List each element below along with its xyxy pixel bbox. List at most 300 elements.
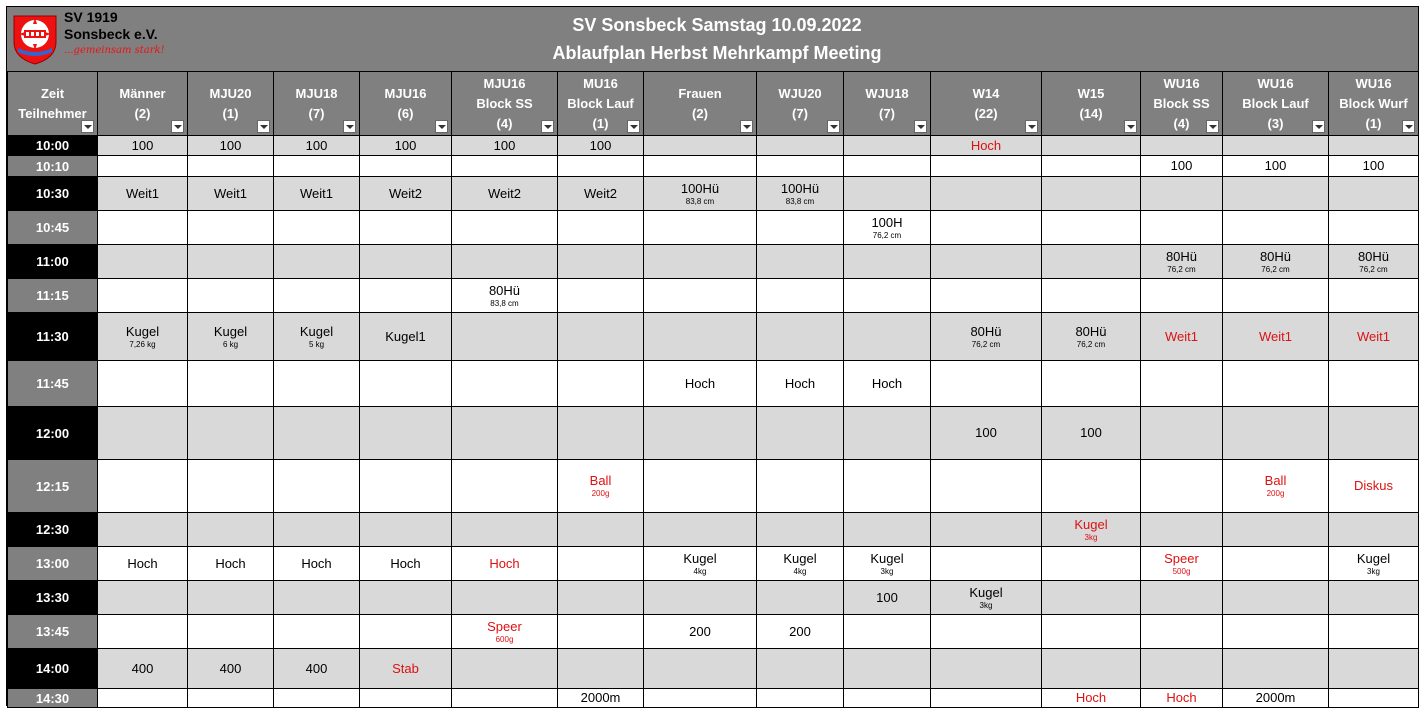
event-cell[interactable] xyxy=(452,547,558,581)
spreadsheet-sheet xyxy=(6,6,1419,706)
event-cell[interactable] xyxy=(931,136,1042,156)
event-cell[interactable] xyxy=(931,615,1042,649)
event-cell[interactable] xyxy=(188,689,274,708)
event-cell[interactable] xyxy=(931,581,1042,615)
event-cell[interactable] xyxy=(360,211,452,245)
event-cell[interactable] xyxy=(844,245,931,279)
column-header xyxy=(1223,72,1329,136)
event-cell[interactable] xyxy=(452,361,558,407)
event-cell[interactable] xyxy=(644,460,757,513)
time-cell: 11:15 xyxy=(8,279,98,313)
event-cell[interactable] xyxy=(931,156,1042,177)
event-cell[interactable] xyxy=(844,361,931,407)
event-label: Kugel xyxy=(213,323,248,339)
event-cell[interactable] xyxy=(1141,156,1223,177)
event-label: 100 xyxy=(975,425,997,440)
event-cell[interactable] xyxy=(98,361,188,407)
event-cell[interactable] xyxy=(644,211,757,245)
event-cell[interactable] xyxy=(844,689,931,708)
event-cell[interactable] xyxy=(452,156,558,177)
event-cell[interactable] xyxy=(452,245,558,279)
event-cell[interactable] xyxy=(1042,245,1141,279)
event-cell[interactable] xyxy=(931,689,1042,708)
event-label: Weit1 xyxy=(1259,328,1292,344)
event-cell[interactable] xyxy=(1329,581,1419,615)
event-cell[interactable] xyxy=(274,313,360,361)
filter-dropdown-icon[interactable] xyxy=(1402,120,1415,133)
event-cell[interactable] xyxy=(274,136,360,156)
event-cell[interactable] xyxy=(452,136,558,156)
event-cell[interactable] xyxy=(452,649,558,689)
event-cell[interactable] xyxy=(558,649,644,689)
event-cell[interactable] xyxy=(452,615,558,649)
event-detail: 3kg xyxy=(1084,532,1098,542)
event-cell[interactable] xyxy=(1223,513,1329,547)
event-cell[interactable] xyxy=(360,689,452,708)
event-cell[interactable] xyxy=(1329,460,1419,513)
event-cell[interactable] xyxy=(757,279,844,313)
event-cell[interactable] xyxy=(274,649,360,689)
event-cell[interactable] xyxy=(274,407,360,460)
event-detail: 83,8 cm xyxy=(785,196,815,206)
event-label: 100 xyxy=(219,137,242,153)
event-cell[interactable] xyxy=(844,313,931,361)
event-cell[interactable] xyxy=(757,313,844,361)
event-cell[interactable] xyxy=(1223,156,1329,177)
event-cell[interactable] xyxy=(644,615,757,649)
event-cell[interactable] xyxy=(1141,547,1223,581)
event-cell[interactable] xyxy=(452,211,558,245)
column-header xyxy=(360,72,452,136)
event-cell[interactable] xyxy=(1042,649,1141,689)
event-cell[interactable] xyxy=(1042,361,1141,407)
event-cell[interactable] xyxy=(558,581,644,615)
event-cell[interactable] xyxy=(844,615,931,649)
event-cell[interactable] xyxy=(1223,689,1329,708)
event-label: 100Hü xyxy=(680,180,720,196)
event-cell[interactable] xyxy=(558,460,644,513)
event-cell[interactable] xyxy=(452,407,558,460)
event-label: Speer xyxy=(487,618,522,634)
event-cell[interactable] xyxy=(1329,279,1419,313)
event-detail: 76,2 cm xyxy=(1167,264,1196,274)
filter-dropdown-icon[interactable] xyxy=(1025,120,1038,133)
event-cell[interactable] xyxy=(1141,407,1223,460)
event-cell[interactable] xyxy=(274,689,360,708)
event-cell[interactable] xyxy=(360,615,452,649)
event-cell[interactable] xyxy=(644,136,757,156)
event-cell[interactable] xyxy=(1223,177,1329,211)
event-cell[interactable] xyxy=(757,615,844,649)
event-label: Weit1 xyxy=(300,185,333,201)
event-cell[interactable] xyxy=(452,581,558,615)
column-header-label: Block SS xyxy=(476,95,533,111)
event-cell[interactable] xyxy=(1141,177,1223,211)
event-cell[interactable] xyxy=(1042,581,1141,615)
event-cell[interactable] xyxy=(1223,245,1329,279)
event-cell[interactable] xyxy=(1223,547,1329,581)
event-detail: 200g xyxy=(1266,489,1285,498)
event-cell[interactable] xyxy=(757,407,844,460)
filter-dropdown-icon[interactable] xyxy=(740,120,753,133)
event-label: Kugel xyxy=(1356,550,1391,566)
time-cell: 11:30 xyxy=(8,313,98,361)
event-cell[interactable] xyxy=(844,547,931,581)
event-cell[interactable] xyxy=(1329,136,1419,156)
column-header xyxy=(644,72,757,136)
page-title: SV Sonsbeck Samstag 10.09.2022 xyxy=(572,15,862,35)
event-cell[interactable] xyxy=(274,211,360,245)
event-cell[interactable] xyxy=(1329,513,1419,547)
event-cell[interactable] xyxy=(98,313,188,361)
event-cell[interactable] xyxy=(1329,407,1419,460)
event-label: Hoch xyxy=(489,555,520,571)
filter-dropdown-icon[interactable] xyxy=(435,120,448,133)
event-cell[interactable] xyxy=(188,460,274,513)
event-cell[interactable] xyxy=(757,156,844,177)
column-header-label: (22) xyxy=(974,105,998,121)
event-cell[interactable] xyxy=(274,245,360,279)
column-header xyxy=(98,72,188,136)
event-cell[interactable] xyxy=(644,361,757,407)
event-cell[interactable] xyxy=(1223,581,1329,615)
column-header xyxy=(452,72,558,136)
event-cell[interactable] xyxy=(188,177,274,211)
filter-dropdown-icon[interactable] xyxy=(541,120,554,133)
event-cell[interactable] xyxy=(98,581,188,615)
event-cell[interactable] xyxy=(1141,245,1223,279)
event-cell[interactable] xyxy=(844,156,931,177)
time-cell: 10:10 xyxy=(8,156,98,177)
event-cell[interactable] xyxy=(1141,279,1223,313)
event-cell[interactable] xyxy=(644,313,757,361)
table-row xyxy=(8,177,1419,211)
event-cell[interactable] xyxy=(558,361,644,407)
event-cell[interactable] xyxy=(360,407,452,460)
event-cell[interactable] xyxy=(188,211,274,245)
filter-dropdown-icon[interactable] xyxy=(1124,120,1137,133)
event-cell[interactable] xyxy=(1042,279,1141,313)
event-cell[interactable] xyxy=(1329,615,1419,649)
event-cell[interactable] xyxy=(98,547,188,581)
event-cell[interactable] xyxy=(188,513,274,547)
event-cell[interactable] xyxy=(644,245,757,279)
event-cell[interactable] xyxy=(931,245,1042,279)
event-cell[interactable] xyxy=(98,649,188,689)
event-cell[interactable] xyxy=(1042,313,1141,361)
event-cell[interactable] xyxy=(644,407,757,460)
event-cell[interactable] xyxy=(644,689,757,708)
filter-dropdown-icon[interactable] xyxy=(1312,120,1325,133)
event-cell[interactable] xyxy=(844,649,931,689)
event-label: Diskus xyxy=(1353,478,1393,493)
event-cell[interactable] xyxy=(1141,313,1223,361)
event-cell[interactable] xyxy=(360,156,452,177)
event-cell[interactable] xyxy=(558,279,644,313)
event-cell[interactable] xyxy=(188,615,274,649)
event-cell[interactable] xyxy=(98,177,188,211)
event-cell[interactable] xyxy=(274,581,360,615)
event-label: Hoch xyxy=(684,375,716,391)
event-cell[interactable] xyxy=(360,361,452,407)
event-cell[interactable] xyxy=(844,407,931,460)
event-cell[interactable] xyxy=(1141,581,1223,615)
event-cell[interactable] xyxy=(452,279,558,313)
event-cell[interactable] xyxy=(644,177,757,211)
event-label: 400 xyxy=(305,660,328,676)
event-cell[interactable] xyxy=(1042,177,1141,211)
event-cell[interactable] xyxy=(98,245,188,279)
event-cell[interactable] xyxy=(188,136,274,156)
event-cell[interactable] xyxy=(188,245,274,279)
event-cell[interactable] xyxy=(188,649,274,689)
event-cell[interactable] xyxy=(844,136,931,156)
event-cell[interactable] xyxy=(360,177,452,211)
event-cell[interactable] xyxy=(1223,615,1329,649)
event-cell[interactable] xyxy=(644,547,757,581)
column-header-label: Block Lauf xyxy=(567,95,634,111)
event-cell[interactable] xyxy=(1223,313,1329,361)
event-cell[interactable] xyxy=(1223,407,1329,460)
event-label: 80Hü xyxy=(970,323,1002,339)
event-cell[interactable] xyxy=(188,407,274,460)
column-header xyxy=(8,72,98,136)
event-cell[interactable] xyxy=(644,649,757,689)
event-cell[interactable] xyxy=(757,581,844,615)
column-header-label: Block SS xyxy=(1153,95,1210,111)
event-cell[interactable] xyxy=(757,361,844,407)
event-cell[interactable] xyxy=(98,136,188,156)
event-cell[interactable] xyxy=(1042,211,1141,245)
event-cell[interactable] xyxy=(98,513,188,547)
event-cell[interactable] xyxy=(644,513,757,547)
event-cell[interactable] xyxy=(98,689,188,708)
event-cell[interactable] xyxy=(757,245,844,279)
event-cell[interactable] xyxy=(1223,460,1329,513)
event-cell[interactable] xyxy=(757,177,844,211)
event-cell[interactable] xyxy=(757,211,844,245)
event-cell[interactable] xyxy=(931,460,1042,513)
event-detail: 3kg xyxy=(979,600,993,610)
event-cell[interactable] xyxy=(452,513,558,547)
event-cell[interactable] xyxy=(1329,689,1419,708)
event-cell[interactable] xyxy=(931,313,1042,361)
event-cell[interactable] xyxy=(452,313,558,361)
event-cell[interactable] xyxy=(1042,615,1141,649)
event-cell[interactable] xyxy=(98,407,188,460)
column-header-label: (7) xyxy=(879,105,895,121)
event-cell[interactable] xyxy=(844,211,931,245)
filter-dropdown-icon[interactable] xyxy=(627,120,640,133)
event-label: Kugel xyxy=(1074,516,1108,532)
event-cell[interactable] xyxy=(188,313,274,361)
event-cell[interactable] xyxy=(931,407,1042,460)
event-cell[interactable] xyxy=(274,361,360,407)
event-cell[interactable] xyxy=(558,513,644,547)
event-cell[interactable] xyxy=(98,279,188,313)
event-cell[interactable] xyxy=(98,156,188,177)
time-cell: 12:30 xyxy=(8,513,98,547)
event-cell[interactable] xyxy=(188,581,274,615)
event-cell[interactable] xyxy=(757,136,844,156)
column-header-label: Zeit xyxy=(40,85,65,101)
event-cell[interactable] xyxy=(931,177,1042,211)
column-header-label: (2) xyxy=(692,105,708,121)
event-cell[interactable] xyxy=(644,581,757,615)
event-cell[interactable] xyxy=(452,460,558,513)
event-cell[interactable] xyxy=(558,407,644,460)
event-cell[interactable] xyxy=(188,279,274,313)
event-cell[interactable] xyxy=(757,460,844,513)
event-cell[interactable] xyxy=(931,361,1042,407)
event-cell[interactable] xyxy=(1223,649,1329,689)
event-cell[interactable] xyxy=(1042,460,1141,513)
event-cell[interactable] xyxy=(931,279,1042,313)
event-cell[interactable] xyxy=(98,211,188,245)
table-row xyxy=(8,136,1419,156)
column-header-label: WU16 xyxy=(1355,75,1392,91)
page-subtitle: Ablaufplan Herbst Mehrkampf Meeting xyxy=(552,43,882,63)
event-cell[interactable] xyxy=(558,689,644,708)
event-cell[interactable] xyxy=(1329,156,1419,177)
event-cell[interactable] xyxy=(1223,361,1329,407)
event-cell[interactable] xyxy=(1141,460,1223,513)
event-cell[interactable] xyxy=(274,279,360,313)
column-header-label: Block Wurf xyxy=(1339,95,1408,111)
event-cell[interactable] xyxy=(452,177,558,211)
filter-dropdown-icon[interactable] xyxy=(343,120,356,133)
filter-dropdown-icon[interactable] xyxy=(914,120,927,133)
event-cell[interactable] xyxy=(360,581,452,615)
event-cell[interactable] xyxy=(1042,689,1141,708)
event-cell[interactable] xyxy=(98,460,188,513)
event-cell[interactable] xyxy=(1042,547,1141,581)
event-cell[interactable] xyxy=(274,615,360,649)
column-header-label: Frauen xyxy=(678,85,722,101)
event-cell[interactable] xyxy=(844,581,931,615)
event-cell[interactable] xyxy=(360,547,452,581)
event-cell[interactable] xyxy=(558,211,644,245)
event-label: 80Hü xyxy=(488,282,521,298)
event-cell[interactable] xyxy=(644,156,757,177)
event-cell[interactable] xyxy=(558,547,644,581)
event-cell[interactable] xyxy=(188,547,274,581)
event-cell[interactable] xyxy=(844,177,931,211)
event-label: Ball xyxy=(1264,473,1287,488)
event-cell[interactable] xyxy=(558,313,644,361)
event-label: Hoch xyxy=(215,555,246,571)
event-label: 200 xyxy=(689,623,711,639)
event-cell[interactable] xyxy=(558,615,644,649)
event-cell[interactable] xyxy=(757,689,844,708)
event-cell[interactable] xyxy=(757,649,844,689)
event-cell[interactable] xyxy=(452,689,558,708)
event-cell[interactable] xyxy=(274,460,360,513)
event-detail: 500g xyxy=(1172,566,1191,576)
event-cell[interactable] xyxy=(1042,513,1141,547)
event-label: 100 xyxy=(1080,425,1102,440)
event-cell[interactable] xyxy=(1329,211,1419,245)
event-cell[interactable] xyxy=(558,136,644,156)
event-cell[interactable] xyxy=(274,547,360,581)
event-cell[interactable] xyxy=(1141,361,1223,407)
event-cell[interactable] xyxy=(1141,136,1223,156)
event-cell[interactable] xyxy=(1042,136,1141,156)
time-cell: 12:15 xyxy=(8,460,98,513)
event-cell[interactable] xyxy=(1329,547,1419,581)
event-cell[interactable] xyxy=(644,279,757,313)
filter-dropdown-icon[interactable] xyxy=(827,120,840,133)
filter-dropdown-icon[interactable] xyxy=(1206,120,1219,133)
event-label: Kugel xyxy=(299,323,334,339)
event-cell[interactable] xyxy=(274,177,360,211)
filter-dropdown-icon[interactable] xyxy=(81,120,94,133)
event-cell[interactable] xyxy=(931,547,1042,581)
event-cell[interactable] xyxy=(360,460,452,513)
column-header xyxy=(931,72,1042,136)
event-cell[interactable] xyxy=(931,211,1042,245)
filter-dropdown-icon[interactable] xyxy=(171,120,184,133)
event-cell[interactable] xyxy=(931,649,1042,689)
event-cell[interactable] xyxy=(1329,361,1419,407)
event-cell[interactable] xyxy=(558,156,644,177)
event-cell[interactable] xyxy=(1329,649,1419,689)
event-cell[interactable] xyxy=(1042,156,1141,177)
event-cell[interactable] xyxy=(360,513,452,547)
event-cell[interactable] xyxy=(844,279,931,313)
event-cell[interactable] xyxy=(558,245,644,279)
event-cell[interactable] xyxy=(188,361,274,407)
event-detail: 83,8 cm xyxy=(490,298,519,308)
event-cell[interactable] xyxy=(1141,615,1223,649)
event-cell[interactable] xyxy=(274,513,360,547)
time-cell: 13:00 xyxy=(8,547,98,581)
table-row xyxy=(8,547,1419,581)
event-cell[interactable] xyxy=(1141,513,1223,547)
event-label: 80Hü xyxy=(1357,248,1390,264)
event-cell[interactable] xyxy=(1223,279,1329,313)
event-cell[interactable] xyxy=(844,513,931,547)
event-cell[interactable] xyxy=(360,279,452,313)
event-cell[interactable] xyxy=(1329,313,1419,361)
event-cell[interactable] xyxy=(1141,689,1223,708)
event-cell[interactable] xyxy=(1141,649,1223,689)
event-cell[interactable] xyxy=(1141,211,1223,245)
event-cell[interactable] xyxy=(360,136,452,156)
event-cell[interactable] xyxy=(1042,407,1141,460)
event-cell[interactable] xyxy=(360,245,452,279)
column-header xyxy=(1042,72,1141,136)
event-cell[interactable] xyxy=(844,460,931,513)
event-cell[interactable] xyxy=(1329,245,1419,279)
event-cell[interactable] xyxy=(360,649,452,689)
event-cell[interactable] xyxy=(1223,211,1329,245)
event-cell[interactable] xyxy=(1223,136,1329,156)
event-cell[interactable] xyxy=(558,177,644,211)
event-cell[interactable] xyxy=(1329,177,1419,211)
event-cell[interactable] xyxy=(360,313,452,361)
event-cell[interactable] xyxy=(931,513,1042,547)
event-label: 80Hü xyxy=(1075,323,1107,339)
event-label: Kugel xyxy=(125,323,160,339)
event-cell[interactable] xyxy=(188,156,274,177)
event-cell[interactable] xyxy=(757,513,844,547)
filter-dropdown-icon[interactable] xyxy=(257,120,270,133)
event-cell[interactable] xyxy=(274,156,360,177)
event-detail: 3kg xyxy=(1367,566,1380,576)
event-cell[interactable] xyxy=(98,615,188,649)
event-cell[interactable] xyxy=(757,547,844,581)
